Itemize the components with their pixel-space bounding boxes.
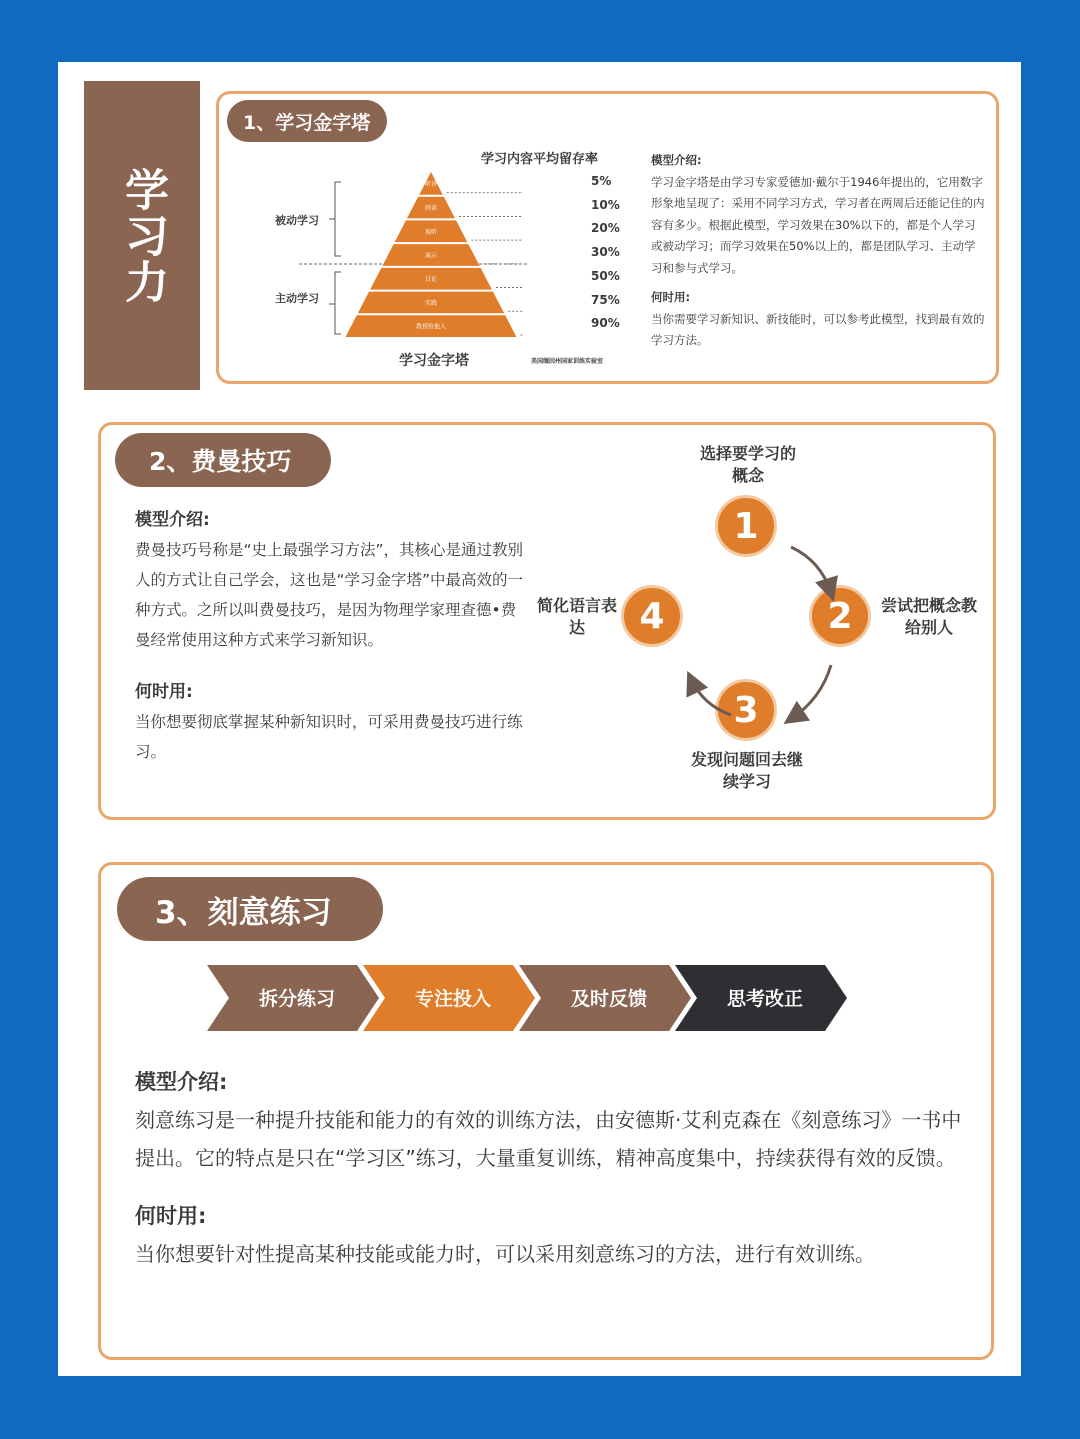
section2-when-text: 当你想要彻底掌握某种新知识时，可采用费曼技巧进行练习。 (135, 713, 523, 761)
arrow-1-to-2 (791, 547, 831, 593)
retention-percent: 75% (591, 292, 620, 307)
cycle-arrows (641, 515, 901, 775)
section1-heading: 1、学习金字塔 (227, 100, 387, 142)
step3-circle: 3 (715, 679, 777, 741)
pyramid-layer-label: 教授给他人 (415, 323, 447, 331)
section1-intro-text: 学习金字塔是由学习专家爱德加·戴尔于1946年提出的，它用数字形象地呈现了：采用不同学习方式，学习者在两周后还能记住的内容有多少。根据此模型，学习效果在30%以下的，都是个人学习或被动学习；而学习效果在50%以上的，都是团队学习、主动学习和参与式学习。 (651, 174, 985, 275)
chevron-label: 专注投入 (414, 988, 492, 1010)
pyramid-layer-label: 实践 (424, 299, 438, 307)
step4-circle: 4 (621, 585, 683, 647)
section2-heading: 2、费曼技巧 (115, 433, 331, 487)
chevron-label: 及时反馈 (570, 988, 648, 1010)
retention-percent: 5% (591, 174, 612, 188)
arrow-2-to-3 (791, 665, 831, 719)
side-title: 学习力 (117, 166, 168, 305)
pyramid-title: 学习内容平均留存率 (481, 152, 599, 167)
section3-intro-title: 模型介绍: (135, 1070, 228, 1094)
step4-label: 简化语言表达 (537, 596, 618, 637)
pyramid-caption: 学习金字塔 (399, 353, 469, 369)
section1-when-title: 何时用: (651, 290, 691, 304)
chevron-label: 拆分练习 (258, 988, 336, 1010)
step3-label: 发现问题回去继续学习 (690, 750, 803, 791)
pyramid-source: 美国缅因州国家训练实验室 (531, 358, 604, 365)
pyramid-diagram (269, 164, 529, 354)
section3-when-text: 当你想要针对性提高某种技能或能力时，可以采用刻意练习的方法，进行有效训练。 (135, 1242, 875, 1266)
retention-percent: 20% (591, 221, 620, 236)
pyramid-layer-label: 演示 (424, 252, 438, 260)
retention-percent: 50% (591, 268, 620, 283)
retention-percent: 10% (591, 197, 620, 212)
practice-chevrons (207, 965, 847, 1035)
side-title-block (84, 81, 200, 390)
pyramid-layer-label: 听讲 (424, 180, 438, 188)
section2-text (135, 505, 525, 767)
section1-text (651, 150, 987, 352)
section-deliberate-practice (98, 862, 994, 1360)
step2-circle: 2 (809, 585, 871, 647)
section3-text (135, 1063, 975, 1273)
pyramid-layer-label: 讨论 (424, 276, 438, 284)
section-feynman-technique (98, 422, 996, 820)
step1-label: 选择要学习的概念 (699, 444, 796, 485)
section1-intro-title: 模型介绍: (651, 153, 702, 167)
retention-percent: 30% (591, 245, 620, 260)
step2-label: 尝试把概念教给别人 (880, 596, 977, 637)
chevron-label: 思考改正 (726, 988, 804, 1010)
section3-heading: 3、刻意练习 (117, 877, 383, 941)
section1-when-text: 当你需要学习新知识、新技能时，可以参考此模型，找到最有效的学习方法。 (651, 311, 985, 347)
section-learning-pyramid (216, 91, 999, 384)
section2-intro-title: 模型介绍: (135, 510, 210, 530)
step1-circle: 1 (715, 495, 777, 557)
section3-when-title: 何时用: (135, 1204, 207, 1228)
active-learning-label: 主动学习 (275, 292, 319, 305)
arrow-3-to-4 (691, 679, 731, 715)
passive-learning-label: 被动学习 (275, 214, 319, 227)
section2-intro-text: 费曼技巧号称是“史上最强学习方法”，其核心是通过教别人的方式让自己学会，这也是“学习金字塔”中最高效的一种方式。之所以叫费曼技巧，是因为物理学家理查德•费曼经常使用这种方式来学习新知识。 (135, 541, 524, 649)
section2-when-title: 何时用: (135, 682, 193, 702)
infographic-page (58, 62, 1021, 1376)
pyramid-layer-label: 阅读 (424, 205, 438, 213)
retention-percent: 90% (591, 316, 620, 331)
pyramid-layer-label: 视听 (424, 228, 438, 236)
section3-intro-text: 刻意练习是一种提升技能和能力的有效的训练方法，由安德斯·艾利克森在《刻意练习》一书中提出。它的特点是只在“学习区”练习，大量重复训练，精神高度集中，持续获得有效的反馈。 (135, 1108, 962, 1170)
